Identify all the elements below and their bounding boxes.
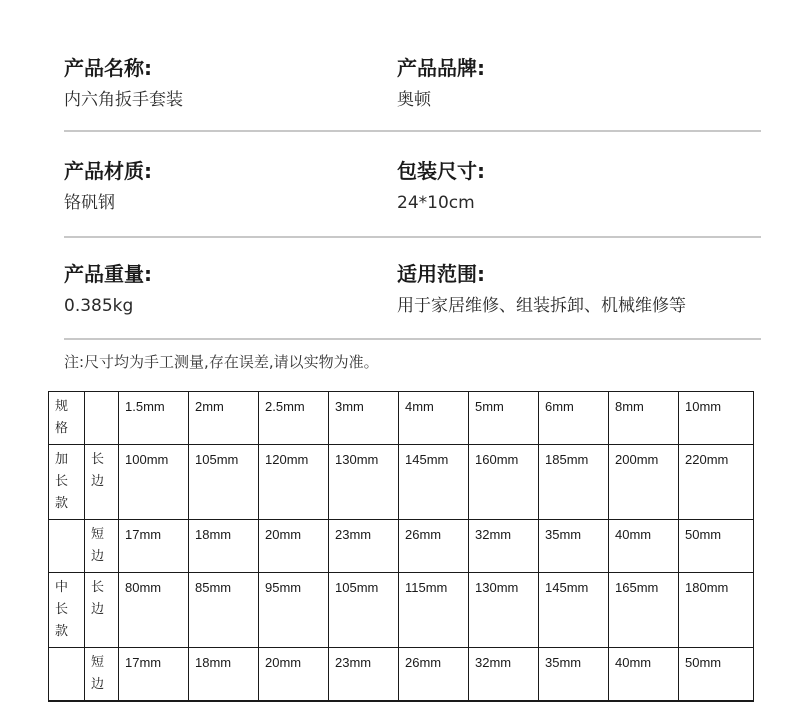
info-row-material-package: [64, 158, 761, 261]
table-row: [49, 445, 754, 520]
field-product-material: [64, 158, 152, 214]
field-label: 适用范围:: [397, 262, 485, 286]
value-cell: 23mm: [329, 520, 399, 573]
field-label: 产品材质:: [64, 159, 152, 183]
field-value: 用于家居维修、组装拆卸、机械维修等: [397, 296, 686, 316]
table-row: [49, 520, 754, 573]
value-cell: 105mm: [329, 573, 399, 648]
value-cell: 50mm: [679, 648, 754, 702]
field-value: 24*10cm: [397, 193, 475, 213]
group-name-cell: [49, 520, 85, 573]
side-cell: 短边: [85, 520, 119, 573]
info-row-name-brand: [64, 55, 761, 158]
field-label: 产品名称:: [64, 56, 152, 80]
value-cell: 17mm: [119, 520, 189, 573]
value-cell: 40mm: [609, 648, 679, 702]
header-cell: 6mm: [539, 392, 609, 445]
value-cell: 40mm: [609, 520, 679, 573]
divider: [64, 130, 761, 132]
side-cell: 短边: [85, 648, 119, 702]
field-product-name: [64, 55, 183, 111]
value-cell: 145mm: [539, 573, 609, 648]
value-cell: 26mm: [399, 520, 469, 573]
value-cell: 35mm: [539, 648, 609, 702]
value-cell: 20mm: [259, 520, 329, 573]
field-value: 奥顿: [397, 90, 431, 110]
field-product-weight: [64, 261, 152, 317]
field-product-brand: [397, 55, 485, 111]
measurement-note: 注:尺寸均为手工测量,存在误差,请以实物为准。: [64, 353, 379, 371]
header-cell: 2mm: [189, 392, 259, 445]
field-label: 产品品牌:: [397, 56, 485, 80]
value-cell: 23mm: [329, 648, 399, 702]
value-cell: 130mm: [469, 573, 539, 648]
value-cell: 160mm: [469, 445, 539, 520]
value-cell: 100mm: [119, 445, 189, 520]
value-cell: 130mm: [329, 445, 399, 520]
header-cell: 1.5mm: [119, 392, 189, 445]
field-package-size: [397, 158, 485, 214]
header-cell: [85, 392, 119, 445]
value-cell: 80mm: [119, 573, 189, 648]
table-row: [49, 648, 754, 702]
value-cell: 115mm: [399, 573, 469, 648]
value-cell: 26mm: [399, 648, 469, 702]
group-name-cell: 中长款: [49, 573, 85, 648]
side-cell: 长边: [85, 445, 119, 520]
group-name-cell: [49, 648, 85, 702]
value-cell: 85mm: [189, 573, 259, 648]
spec-header-row: [49, 392, 754, 445]
divider: [64, 338, 761, 340]
field-value: 铬矾钢: [64, 193, 115, 213]
value-cell: 145mm: [399, 445, 469, 520]
header-cell: 2.5mm: [259, 392, 329, 445]
field-usage-scope: [397, 261, 686, 317]
group-name-cell: 加长款: [49, 445, 85, 520]
value-cell: 185mm: [539, 445, 609, 520]
side-cell: 长边: [85, 573, 119, 648]
field-value: 内六角扳手套装: [64, 90, 183, 110]
value-cell: 18mm: [189, 520, 259, 573]
field-label: 包装尺寸:: [397, 159, 485, 183]
info-row-weight-usage: [64, 261, 761, 364]
value-cell: 220mm: [679, 445, 754, 520]
value-cell: 50mm: [679, 520, 754, 573]
value-cell: 120mm: [259, 445, 329, 520]
value-cell: 32mm: [469, 648, 539, 702]
spec-table: [48, 391, 754, 702]
value-cell: 32mm: [469, 520, 539, 573]
value-cell: 35mm: [539, 520, 609, 573]
field-label: 产品重量:: [64, 262, 152, 286]
value-cell: 180mm: [679, 573, 754, 648]
value-cell: 20mm: [259, 648, 329, 702]
value-cell: 18mm: [189, 648, 259, 702]
table-row: [49, 573, 754, 648]
value-cell: 17mm: [119, 648, 189, 702]
header-cell: 规格: [49, 392, 85, 445]
value-cell: 95mm: [259, 573, 329, 648]
header-cell: 10mm: [679, 392, 754, 445]
value-cell: 200mm: [609, 445, 679, 520]
value-cell: 105mm: [189, 445, 259, 520]
header-cell: 5mm: [469, 392, 539, 445]
header-cell: 4mm: [399, 392, 469, 445]
header-cell: 3mm: [329, 392, 399, 445]
header-cell: 8mm: [609, 392, 679, 445]
value-cell: 165mm: [609, 573, 679, 648]
divider: [64, 236, 761, 238]
field-value: 0.385kg: [64, 296, 134, 316]
